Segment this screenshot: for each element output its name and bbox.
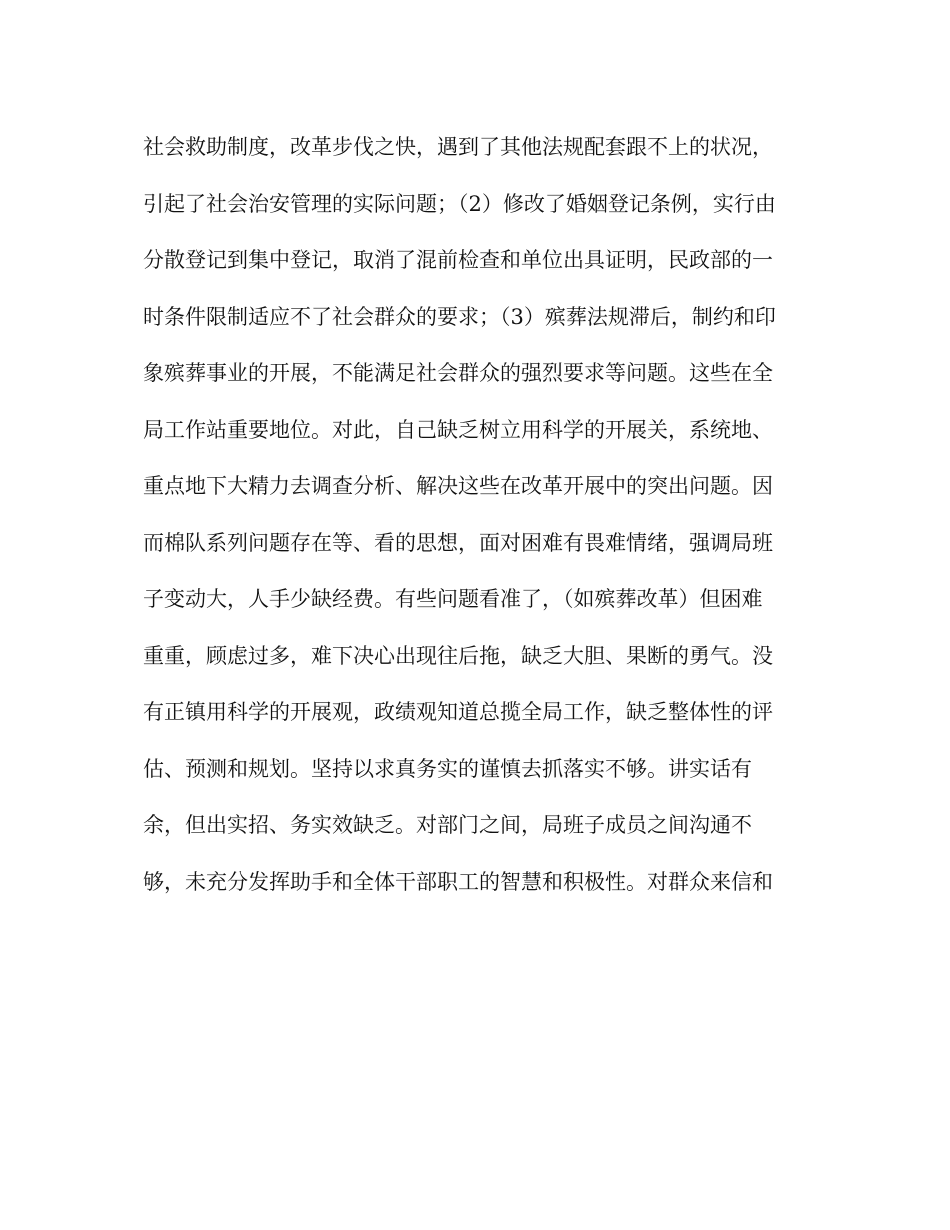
text-line: 够，未充分发挥助手和全体干部职工的智慧和积极性。对群众来信和 bbox=[143, 869, 773, 894]
text-line: 重重，顾虑过多，难下决心出现往后拖，缺乏大胆、果断的勇气。没 bbox=[143, 643, 773, 668]
text-line: 象殡葬事业的开展，不能满足社会群众的强烈要求等问题。这些在全 bbox=[143, 361, 773, 385]
text-line: 估、预测和规划。坚持以求真务实的谨慎去抓落实不够。讲实话有 bbox=[143, 756, 752, 781]
text-line: 时条件限制适应不了社会群众的要求；（3）殡葬法规滞后，制约和印 bbox=[143, 304, 776, 329]
text-line: 子变动大，人手少缺经费。有些问题看准了，（如殡葬改革）但困难 bbox=[143, 587, 763, 611]
text-line: 社会救助制度，改革步伐之快，遇到了其他法规配套跟不上的状况， bbox=[143, 135, 773, 159]
text-line: 局工作站重要地位。对此，自己缺乏树立用科学的开展关，系统地、 bbox=[143, 417, 773, 442]
text-line: 有正镇用科学的开展观，政绩观知道总揽全局工作，缺乏整体性的评 bbox=[143, 700, 773, 724]
text-line: 余，但出实招、务实效缺乏。对部门之间，局班子成员之间沟通不 bbox=[143, 813, 752, 837]
text-line: 引起了社会治安管理的实际问题；（2）修改了婚姻登记条例，实行由 bbox=[143, 191, 776, 216]
text-line: 分散登记到集中登记，取消了混前检查和单位出具证明，民政部的一 bbox=[143, 248, 773, 272]
text-line: 重点地下大精力去调查分析、解决这些在改革开展中的突出问题。因 bbox=[143, 474, 773, 498]
body-text bbox=[143, 119, 823, 910]
text-line: 而棉队系列问题存在等、看的思想，面对困难有畏难情绪，强调局班 bbox=[143, 530, 773, 555]
